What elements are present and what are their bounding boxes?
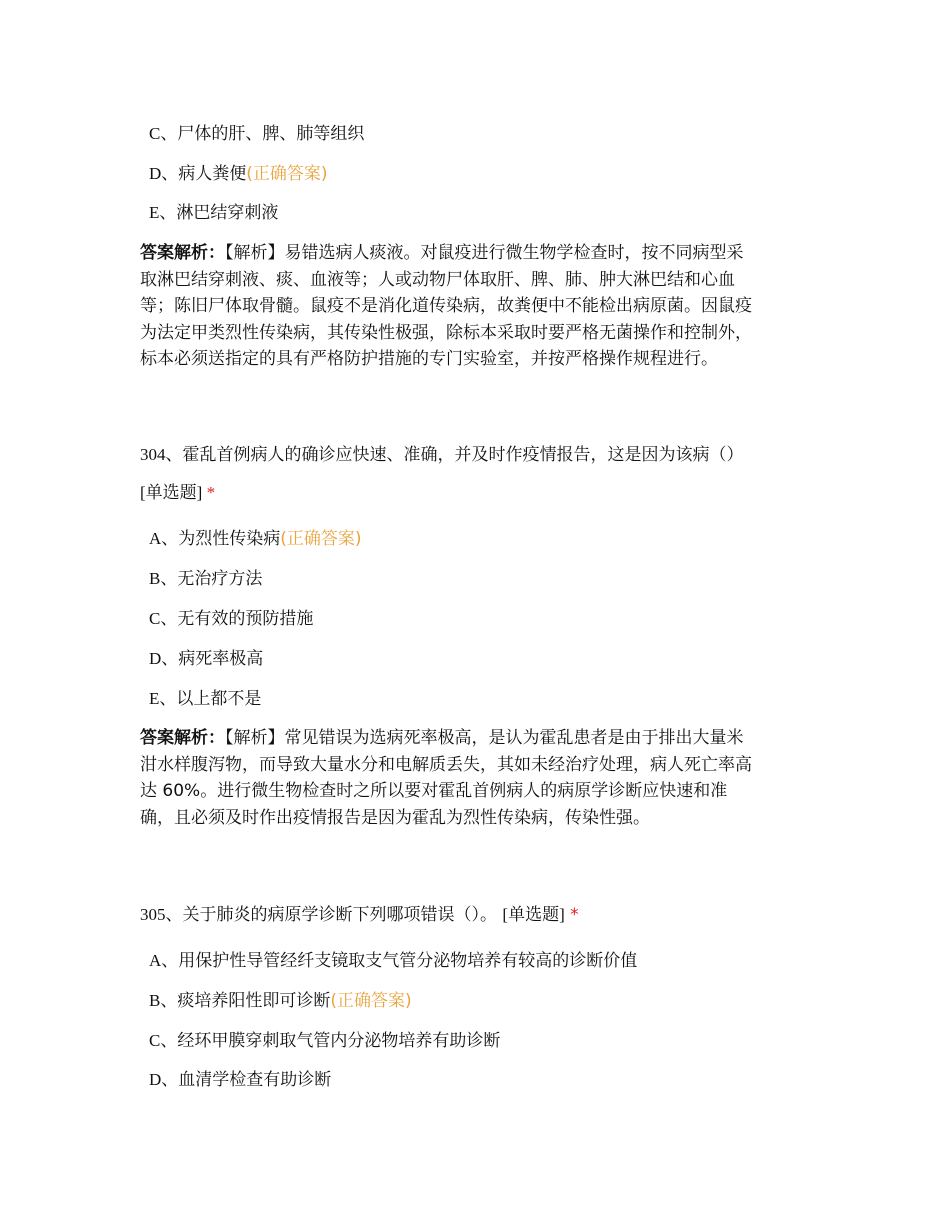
question-text: 关于肺炎的病原学诊断下列哪项错误（）。 [182, 905, 497, 925]
question-type-label: [单选题] [140, 483, 203, 502]
option-letter: C、 [149, 124, 178, 143]
option-text: 血清学检查有助诊断 [178, 1070, 332, 1090]
option-letter: A、 [149, 951, 179, 970]
explanation-line: 【解析】易错选病人痰液。对鼠疫进行微生物学检查时，按不同病型采 [225, 243, 744, 263]
option-letter: D、 [149, 1070, 179, 1089]
correct-answer-tag: (正确答案) [280, 529, 362, 549]
option-letter: E、 [149, 689, 177, 708]
option-letter: C、 [149, 609, 178, 628]
option-text: 以上都不是 [176, 689, 262, 709]
option-b [149, 990, 412, 1012]
option-b [149, 568, 262, 590]
option-letter: D、 [149, 649, 179, 668]
question-304-title [140, 444, 744, 466]
option-text: 病人粪便 [178, 164, 247, 184]
explanation-line: 【解析】常见错误为选病死率极高，是认为霍乱患者是由于排出大量米 [225, 728, 744, 748]
required-star: * [570, 905, 579, 925]
option-e [149, 202, 278, 224]
option-text: 痰培养阳性即可诊断 [177, 991, 331, 1011]
question-305-title [140, 904, 579, 926]
option-letter: B、 [149, 991, 178, 1010]
explanation-line: 取淋巴结穿刺液、痰、血液等；人或动物尸体取肝、脾、肺、肿大淋巴结和心血 [140, 269, 735, 290]
correct-answer-tag: (正确答案) [330, 991, 412, 1011]
explanation-line: 为法定甲类烈性传染病，其传染性极强，除标本采取时要严格无菌操作和控制外， [140, 322, 752, 343]
explanation-line: 泔水样腹泻物，而导致大量水分和电解质丢失，其如未经治疗处理，病人死亡率高 [140, 754, 752, 775]
question-type [140, 482, 215, 504]
option-a [149, 528, 362, 550]
explanation-304 [140, 725, 820, 831]
option-letter: D、 [149, 164, 179, 183]
explanation-line: 达 60%。进行微生物检查时之所以要对霍乱首例病人的病原学诊断应快速和准 [140, 781, 728, 801]
option-letter: B、 [149, 569, 178, 588]
option-e [149, 688, 261, 710]
option-text: 淋巴结穿刺液 [176, 203, 279, 223]
option-text: 无有效的预防措施 [177, 609, 314, 629]
option-d [149, 1069, 331, 1091]
option-text: 经环甲膜穿刺取气管内分泌物培养有助诊断 [177, 1031, 501, 1051]
option-d [149, 163, 328, 185]
explanation-line: 等；陈旧尸体取骨髓。鼠疫不是消化道传染病，故粪便中不能检出病原菌。因鼠疫 [140, 296, 752, 316]
option-c [149, 123, 364, 145]
question-text: 霍乱首例病人的确诊应快速、准确，并及时作疫情报告，这是因为该病（） [182, 445, 744, 465]
option-text: 用保护性导管经纤支镜取支气管分泌物培养有较高的诊断价值 [178, 951, 638, 971]
option-text: 为烈性传染病 [178, 529, 281, 549]
explanation-label: 答案解析： [140, 243, 225, 263]
question-number: 304、 [140, 445, 183, 464]
explanation-label: 答案解析： [140, 728, 225, 748]
required-star: * [206, 483, 216, 502]
option-text: 尸体的肝、脾、肺等组织 [177, 124, 365, 144]
question-type-label: [单选题] [502, 905, 565, 924]
explanation-line: 确，且必须及时作出疫情报告是因为霍乱为烈性传染病，传染性强。 [140, 807, 650, 828]
option-text: 病死率极高 [178, 649, 264, 669]
option-letter: E、 [149, 203, 177, 222]
correct-answer-tag: (正确答案) [246, 164, 328, 184]
option-text: 无治疗方法 [177, 569, 263, 589]
option-letter: C、 [149, 1031, 178, 1050]
explanation-303 [140, 240, 820, 373]
option-c [149, 608, 313, 630]
option-c [149, 1030, 500, 1052]
option-letter: A、 [149, 529, 179, 548]
option-a [149, 950, 637, 972]
option-d [149, 648, 263, 670]
explanation-line: 标本必须送指定的具有严格防护措施的专门实验室，并按严格操作规程进行。 [140, 349, 718, 369]
question-number: 305、 [140, 905, 183, 924]
